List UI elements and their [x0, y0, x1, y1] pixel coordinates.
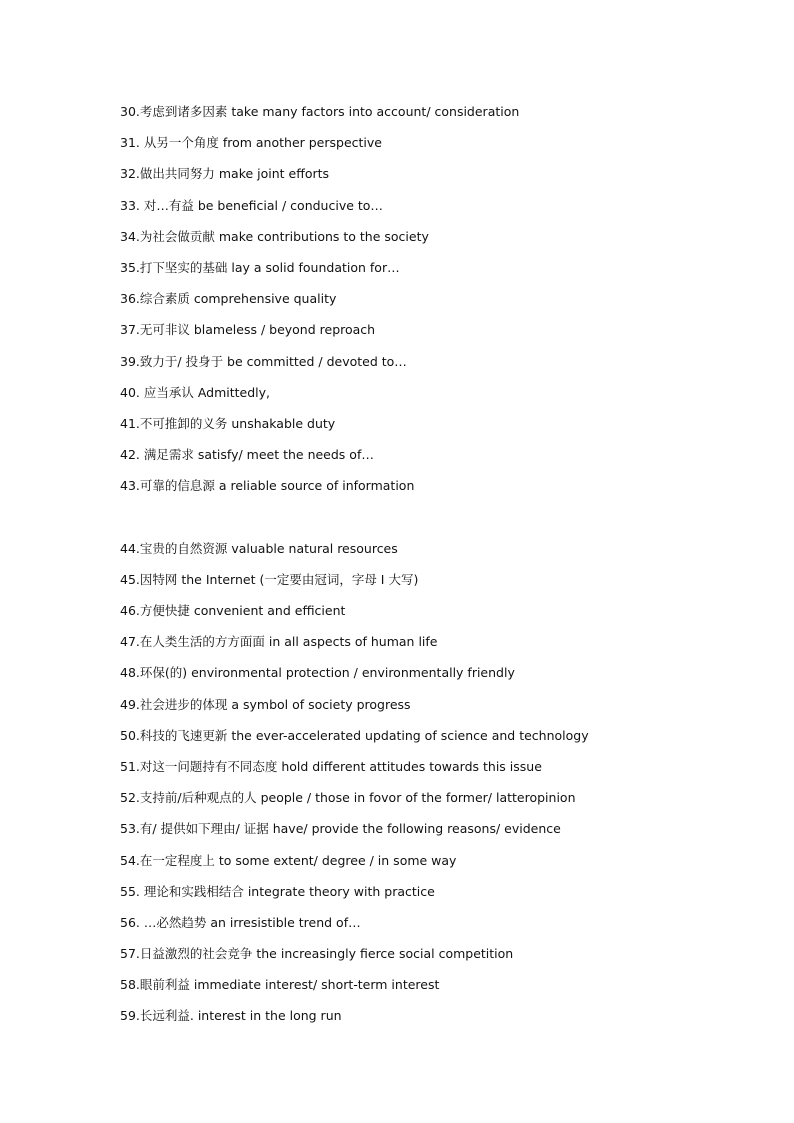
list-item: 37.无可非议 blameless / beyond reproach — [120, 322, 376, 338]
list-item: 50.科技的飞速更新 the ever-accelerated updating of science and technology — [120, 727, 589, 743]
list-item: 46.方便快捷 convenient and efficient — [120, 603, 346, 619]
list-item: 31. 从另一个角度 from another perspective — [120, 135, 382, 151]
list-item: 47.在人类生活的方方面面 in all aspects of human life — [120, 634, 438, 650]
list-item: 58.眼前利益 immediate interest/ short-term interest — [120, 977, 440, 993]
list-item: 54.在一定程度上 to some extent/ degree / in some way — [120, 852, 457, 868]
list-item: 55. 理论和实践相结合 integrate theory with practice — [120, 883, 435, 899]
list-item: 41.不可推卸的义务 unshakable duty — [120, 415, 336, 431]
list-item: 39.致力于/ 投身于 be committed / devoted to… — [120, 353, 407, 369]
list-item: 57.日益激烈的社会竞争 the increasingly fierce social competition — [120, 946, 514, 962]
list-item: 42. 满足需求 satisfy/ meet the needs of… — [120, 447, 374, 463]
list-item: 44.宝贵的自然资源 valuable natural resources — [120, 540, 398, 556]
list-item: 30.考虑到诸多因素 take many factors into account/ consideration — [120, 104, 520, 119]
list-item: 36.综合素质 comprehensive quality — [120, 291, 337, 307]
list-item: 48.环保(的) environmental protection / environmentally friendly — [120, 665, 515, 681]
list-item: 45.因特网 the Internet (一定要由冠词，字母 I 大写) — [120, 571, 419, 587]
list-item: 40. 应当承认 Admittedly, — [120, 384, 271, 400]
list-item: 34.为社会做贡献 make contributions to the society — [120, 228, 429, 244]
list-item: 59.长远利益. interest in the long run — [120, 1008, 342, 1024]
list-item: 43.可靠的信息源 a reliable source of information — [120, 478, 415, 494]
list-item: 51.对这一问题持有不同态度 hold different attitudes towards this issue — [120, 758, 542, 774]
list-item: 49.社会进步的体现 a symbol of society progress — [120, 696, 411, 712]
list-item: 32.做出共同努力 make joint efforts — [120, 166, 330, 182]
list-item: 33. 对…有益 be beneficial / conducive to… — [120, 197, 383, 213]
phrase-list — [120, 101, 770, 1037]
list-item: 56. …必然趋势 an irresistible trend of… — [120, 914, 361, 930]
list-item: 52.支持前/后种观点的人 people / those in fovor of the former/ latteropinion — [120, 790, 576, 806]
list-item: 53.有/ 提供如下理由/ 证据 have/ provide the following reasons/ evidence — [120, 821, 561, 837]
list-item: 35.打下坚实的基础 lay a solid foundation for… — [120, 259, 400, 275]
